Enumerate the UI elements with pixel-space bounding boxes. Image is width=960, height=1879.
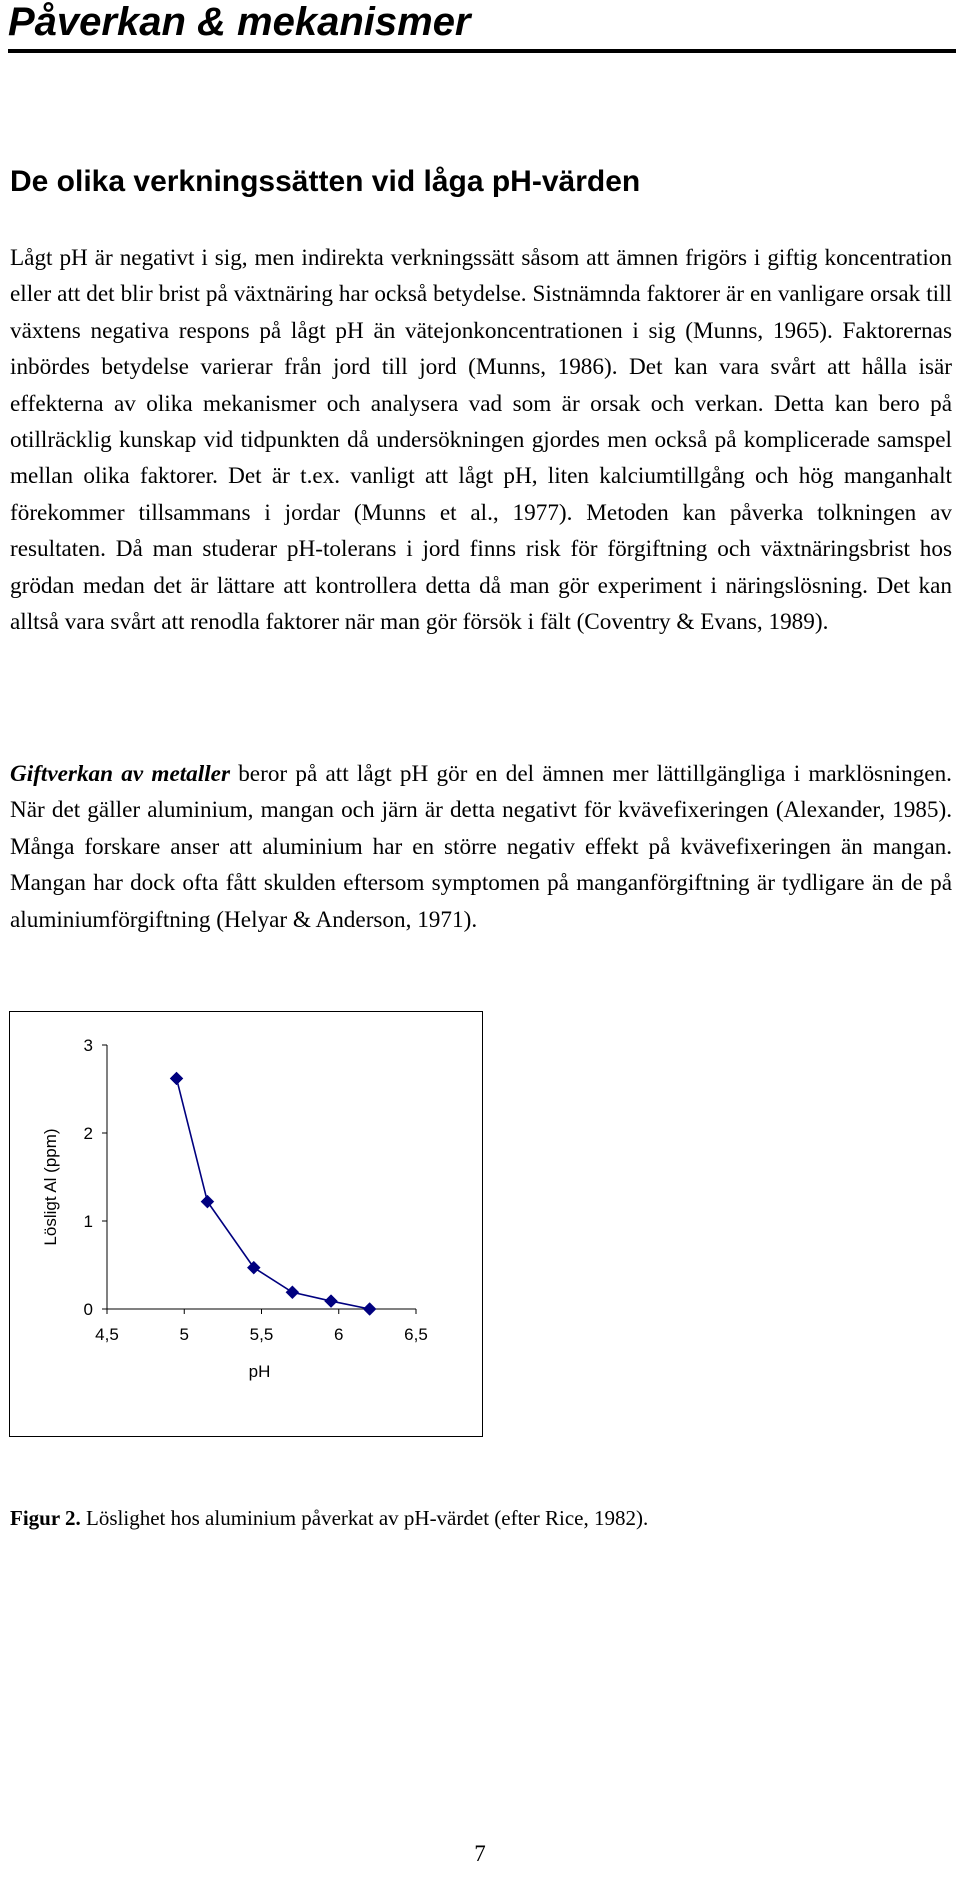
chart-frame <box>9 1011 483 1437</box>
y-tick-label: 3 <box>83 1036 93 1055</box>
x-tick-label: 6,5 <box>404 1325 428 1344</box>
x-axis-label: pH <box>248 1362 271 1381</box>
caption-label: Figur 2. <box>10 1506 81 1530</box>
paragraph-2 <box>10 756 952 938</box>
x-tick-label: 6 <box>334 1325 344 1344</box>
y-tick-label: 0 <box>83 1300 93 1319</box>
title-rule <box>8 49 956 53</box>
data-point-marker <box>201 1195 214 1208</box>
x-tick-label: 5,5 <box>249 1325 274 1344</box>
y-tick-label: 1 <box>83 1212 93 1231</box>
page-title: Påverkan & mekanismer <box>8 0 471 44</box>
data-point-marker <box>247 1261 260 1274</box>
x-tick-label: 4,5 <box>95 1325 119 1344</box>
caption-text: Löslighet hos aluminium påverkat av pH-värdet (efter Rice, 1982). <box>80 1506 649 1530</box>
paragraph-2-lead: Giftverkan av metaller <box>10 761 230 787</box>
paragraph-2-text: beror på att lågt pH gör en del ämnen mer lättillgängliga i marklösningen. När det gäller aluminium, mangan och järn är detta negativt för kvävefixeringen (Alexander, 1985). Många forskare anser att aluminium har en större negativ effekt på kvävefixeringen än mangan. Mangan har dock ofta fått skulden eftersom symptomen på manganförgiftning är tydligare än de på aluminiumförgiftning (Helyar & Anderson, 1971). <box>10 761 952 933</box>
page-number: 7 <box>474 1841 486 1866</box>
figure-caption <box>10 1504 648 1532</box>
section-heading: De olika verkningssätten vid låga pH-värden <box>10 165 641 198</box>
data-point-marker <box>170 1072 183 1085</box>
x-tick-label: 5 <box>179 1325 189 1344</box>
series-line <box>177 1078 370 1309</box>
paragraph-1: Lågt pH är negativt i sig, men indirekta verkningssätt såsom att ämnen frigörs i giftig koncentration eller att det blir brist på växtnäring har också betydelse. Sistnämnda faktorer är en vanligare orsak till växtens negativa respons på lågt pH än vätejonkoncentrationen i sig (Munns, 1965). Faktorernas inbördes betydelse varierar från jord till jord (Munns, 1986). Det kan vara svårt att hålla isär effekterna av olika mekanismer och analysera vad som är orsak och verkan. Detta kan bero på otillräcklig kunskap vid tidpunkten då undersökningen gjordes men också på komplicerade samspel mellan olika faktorer. Det är t.ex. vanligt att lågt pH, liten kalciumtillgång och hög manganhalt förekommer tillsammans i jordar (Munns et al., 1977). Metoden kan påverka tolkningen av resultaten. Då man studerar pH-tolerans i jord finns risk för förgiftning och växtnäringsbrist hos grödan medan det är lättare att kontrollera detta då man gör experiment i näringslösning. Det kan alltså vara svårt att renodla faktorer när man gör försök i fält (Coventry & Evans, 1989). <box>10 245 952 636</box>
data-point-marker <box>325 1295 338 1308</box>
y-tick-label: 2 <box>83 1124 93 1143</box>
data-point-marker <box>363 1303 376 1316</box>
y-axis-label: Lösligt Al (ppm) <box>41 1128 60 1246</box>
data-point-marker <box>286 1286 299 1299</box>
aluminium-solubility-chart <box>10 1012 482 1436</box>
